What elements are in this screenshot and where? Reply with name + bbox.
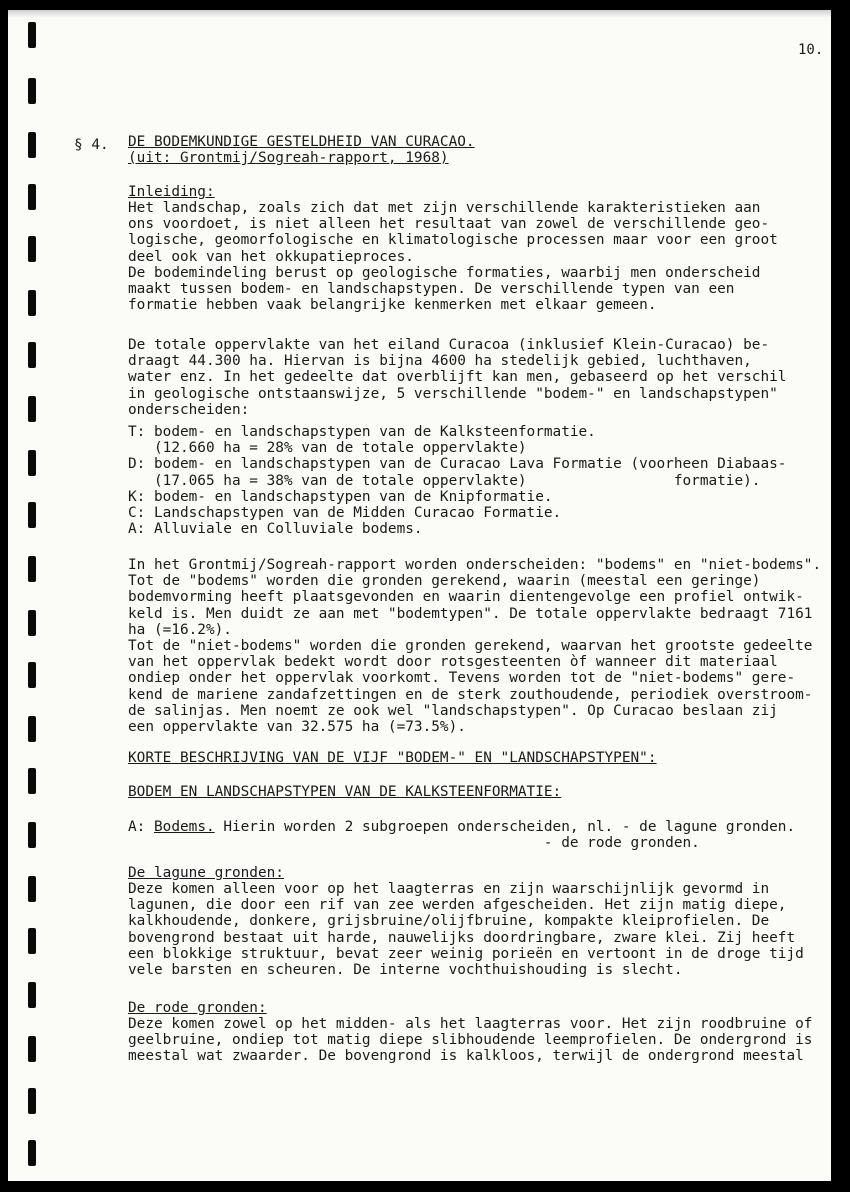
text-line: ons voordoet, is niet alleen het resultaat van zowel de verschillende geo- — [128, 216, 770, 233]
bodems-word: Bodems. — [154, 819, 215, 835]
text-line: ha (=16.2%). — [128, 621, 232, 638]
text-line: C: Landschapstypen van de Midden Curacao Formatie. — [128, 505, 562, 521]
text-line: De totale oppervlakte van het eiland Curacoa (inklusief Klein-Curacao) be- — [128, 337, 770, 353]
text-line: vele barsten en scheuren. De interne vochthuishouding is slecht. — [128, 962, 683, 978]
text-line: bodemvorming heeft plaatsgevonden en waarin dientengevolge een profiel ontwik- — [128, 589, 804, 606]
text-line: K: bodem- en landschapstypen van de Knipformatie. — [128, 488, 553, 505]
text-line: D: bodem- en landschapstypen van de Curacao Lava Formatie (voorheen Diabaas- — [128, 456, 787, 473]
text-line: een blokkige struktuur, bevat zeer weinig porieën en vertoont in de droge tijd — [128, 945, 804, 962]
text-line: draagt 44.300 ha. Hiervan is bijna 4600 ha stedelijk gebied, luchthaven, — [128, 353, 752, 370]
text-line: een oppervlakte van 32.575 ha (=73.5%). — [128, 719, 466, 735]
bodems-intro-line-1 — [128, 819, 795, 835]
section-source: (uit: Grontmij/Sogreah-rapport, 1968) — [128, 150, 449, 166]
text-line: Tot de "bodems" worden die gronden gerekend, waarin (meestal een geringe) — [128, 573, 761, 590]
text-line: kalkhoudende, donkere, grijsbruine/olijfbruine, kompakte kleiprofielen. De — [128, 913, 770, 930]
text-line: (12.660 ha = 28% van de totale oppervlakte) — [128, 440, 527, 457]
text-line: Deze komen alleen voor op het laagterras en zijn waarschijnlijk gevormd in — [128, 881, 770, 897]
page-text — [8, 10, 831, 1181]
text-line: Het landschap, zoals zich dat met zijn verschillende karakteristieken aan — [128, 200, 761, 216]
text-line: De bodemindeling berust op geologische formaties, waarbij men onderscheid — [128, 264, 761, 281]
text-line: onderscheiden: — [128, 401, 250, 418]
text-line: deel ook van het okkupatieproces. — [128, 248, 414, 265]
text-line: lagunen, die door een rif van zee werden afgescheiden. Het zijn matig diepe, — [128, 897, 787, 914]
text-line: A: Alluviale en Colluviale bodems. — [128, 521, 423, 538]
text-line: ondiep onder het oppervlak voorkomt. Tevens worden tot de "niet-bodems" gere- — [128, 670, 796, 687]
text-line: geelbruine, ondiep tot matig diepe slibhoudende leemprofielen. De ondergrond is — [128, 1032, 813, 1049]
text-line: water enz. In het gedeelte dat overblijft kan men, gebaseerd op het verschil — [128, 369, 787, 386]
text-line: meestal wat zwaarder. De bovengrond is kalkloos, terwijl de ondergrond meestal — [128, 1048, 804, 1065]
page-number: 10. — [798, 42, 824, 58]
text-line: Deze komen zowel op het midden- als het laagterras voor. Het zijn roodbruine of — [128, 1016, 813, 1032]
text-line: logische, geomorfologische en klimatologische processen maar voor een groot — [128, 232, 778, 249]
text-line: formatie hebben vaak belangrijke kenmerken met elkaar gemeen. — [128, 297, 657, 314]
section-title: DE BODEMKUNDIGE GESTELDHEID VAN CURACAO. — [128, 134, 475, 150]
text-line: T: bodem- en landschapstypen van de Kalksteenformatie. — [128, 424, 596, 440]
document-page — [8, 10, 831, 1181]
bodems-intro-line-2: - de rode gronden. — [128, 835, 700, 851]
text-line: In het Grontmij/Sogreah-rapport worden onderscheiden: "bodems" en "niet-bodems". — [128, 557, 822, 573]
text-line: de salinjas. Men noemt ze ook wel "landschapstypen". Op Curacao beslaan zij — [128, 702, 778, 719]
bodem-heading: BODEM EN LANDSCHAPSTYPEN VAN DE KALKSTEENFORMATIE: — [128, 784, 562, 800]
text-line: kend de mariene zandafzettingen en de sterk zouthoudende, periodiek overstroom- — [128, 686, 813, 703]
text-line: van het oppervlak bedekt wordt door rotsgesteenten òf wanneer dit materiaal — [128, 654, 778, 671]
text-line: maakt tussen bodem- en landschapstypen. De verschillende typen van een — [128, 281, 735, 297]
text-line: Tot de "niet-bodems" worden die gronden gerekend, waarvan het grootste gedeelte — [128, 638, 813, 654]
lagune-heading: De lagune gronden: — [128, 865, 284, 881]
inleiding-heading: Inleiding: — [128, 184, 215, 200]
rode-heading: De rode gronden: — [128, 1000, 267, 1016]
korte-heading: KORTE BESCHRIJVING VAN DE VIJF "BODEM-" EN "LANDSCHAPSTYPEN": — [128, 750, 657, 766]
section-marker: § 4. — [74, 137, 109, 153]
text-line: keld is. Men duidt ze aan met "bodemtypen". De totale oppervlakte bedraagt 7161 — [128, 605, 813, 622]
text-line: in geologische ontstaanswijze, 5 verschillende "bodem-" en landschapstypen" — [128, 385, 778, 402]
bodems-rest: Hierin worden 2 subgroepen onderscheiden, nl. - de lagune gronden. — [214, 819, 796, 835]
text-line: (17.065 ha = 38% van de totale oppervlakte) formatie). — [128, 472, 761, 489]
bodems-prefix: A: — [128, 819, 154, 835]
text-line: bovengrond bestaat uit harde, nauwelijks doordringbare, zware klei. Zij heeft — [128, 929, 796, 946]
